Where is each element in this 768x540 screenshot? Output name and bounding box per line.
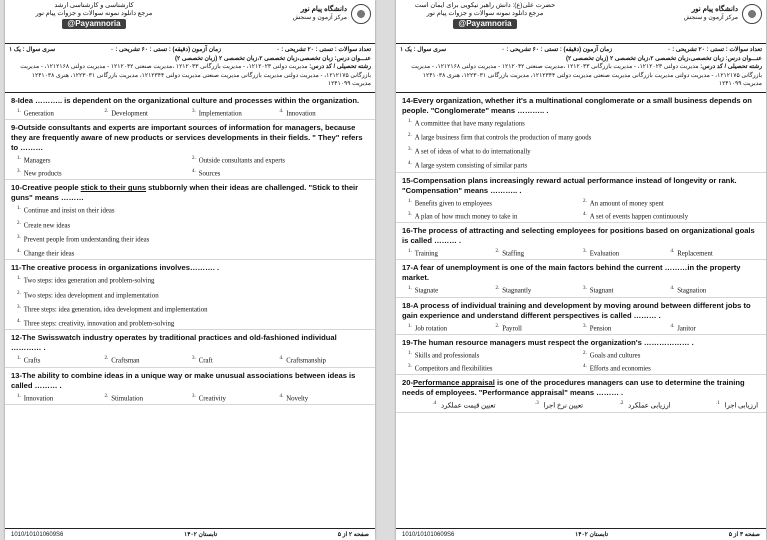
option-number: 2. bbox=[408, 132, 412, 138]
exam-code: 1010/101010609S6 bbox=[402, 531, 455, 538]
option-number: 1. bbox=[17, 155, 21, 161]
field-codes: مدیریت دولتی ۱۲۱۲۰۲۳، - مدیریت بازرگانی ۱۲۱۲۰۳۳ ،مدیریت صنعتی ۱۲۱۲۰۴۲ - مدیریت دولتی ۱۲۱۲۱۶۸، - مدیریت بازرگانی ۱۲۱۲۱۷۵، - مدیریت دولتی مدیریت بازرگانی مدیریت صنعتی مدیریت دولتی ۱۲۱۲۳۴۴، مدیریت بازرگانی ۱۲۲۳۰۳۱، هنری ۱۲۴۱۰۳۸ bbox=[20, 64, 371, 79]
question-20 bbox=[396, 375, 766, 412]
option-number: 2. bbox=[17, 220, 21, 226]
option-number: 4. bbox=[192, 169, 196, 175]
answer-options bbox=[11, 356, 367, 364]
question-text bbox=[402, 301, 758, 321]
answer-options bbox=[11, 206, 367, 257]
answer-options bbox=[402, 351, 758, 373]
option-text: Benefits given to employees bbox=[414, 199, 492, 207]
page-footer bbox=[5, 528, 375, 540]
question-number: 9- bbox=[11, 122, 18, 132]
course-title-label: عنـــوان درس: bbox=[334, 55, 371, 62]
answer-option-4[interactable] bbox=[583, 364, 758, 372]
option-number: 4. bbox=[432, 401, 437, 407]
answer-option-4[interactable] bbox=[280, 356, 368, 364]
option-number: 3. bbox=[192, 108, 196, 114]
answer-option-4[interactable] bbox=[408, 401, 496, 409]
question-15 bbox=[396, 173, 766, 224]
option-number: 2. bbox=[495, 323, 500, 329]
exam-time: زمان آزمون (دقیقه) : تستی : ۶۰ تشریحی : ۰ bbox=[110, 47, 222, 53]
answer-options bbox=[402, 199, 758, 221]
answer-option-3[interactable] bbox=[583, 324, 671, 332]
question-number: 11- bbox=[11, 263, 22, 273]
answer-option-3[interactable] bbox=[192, 394, 280, 402]
field-codes-end: مدیریت ۱۲۴۱۰۹۹ bbox=[718, 81, 762, 87]
option-text: Sources bbox=[198, 170, 221, 178]
option-text: A set of events happen continuously bbox=[589, 213, 689, 221]
university-name bbox=[293, 5, 347, 23]
answer-option-3[interactable] bbox=[408, 364, 583, 372]
question-stem: Every organization, whether it's a multinational conglomerate or a small business depends on people. "Conglomerate" means ……….. . bbox=[402, 95, 752, 115]
question-text bbox=[11, 333, 367, 353]
option-number: 1. bbox=[408, 118, 412, 124]
option-number: 2. bbox=[17, 290, 21, 296]
answer-option-3[interactable] bbox=[17, 305, 367, 313]
university-logo-icon bbox=[351, 4, 371, 24]
option-number: 4. bbox=[17, 249, 21, 255]
option-text: ارزیابی اجرا bbox=[724, 402, 758, 410]
option-number: 3. bbox=[192, 393, 196, 399]
brand-logo-text: @Payamnoria bbox=[453, 19, 516, 29]
answer-options bbox=[11, 276, 367, 327]
option-text: Payroll bbox=[502, 324, 522, 332]
option-text: Evaluation bbox=[589, 250, 620, 258]
answer-option-4[interactable] bbox=[17, 319, 367, 327]
question-17 bbox=[396, 260, 766, 297]
question-text bbox=[11, 371, 367, 391]
question-number: 14- bbox=[402, 95, 413, 105]
option-text: Stagnation bbox=[677, 287, 707, 295]
question-stem: Outside consultants and experts are important sources of information for managers, because they are frequently aware of new products or services developments in their fields. " They" refers to ……… bbox=[11, 122, 363, 152]
question-stem: A process of individual training and development by moving around between different jobs to gain experience and understand different perspectives is called ……… . bbox=[402, 300, 751, 320]
option-number: 3. bbox=[534, 401, 539, 407]
answer-option-3[interactable] bbox=[496, 401, 584, 409]
answer-option-2[interactable] bbox=[583, 351, 758, 359]
field-codes: مدیریت دولتی ۱۲۱۲۰۲۳، - مدیریت بازرگانی ۱۲۱۲۰۳۳ ،مدیریت صنعتی ۱۲۱۲۰۴۲ - مدیریت دولتی ۱۲۱۲۱۶۸، - مدیریت بازرگانی ۱۲۱۲۱۷۵، - مدیریت دولتی مدیریت بازرگانی مدیریت صنعتی مدیریت دولتی ۱۲۱۲۳۴۴، مدیریت بازرگانی ۱۲۲۳۰۳۱، هنری ۱۲۴۱۰۳۸ bbox=[411, 64, 762, 79]
answer-option-3[interactable] bbox=[408, 212, 583, 220]
answer-option-3[interactable] bbox=[192, 356, 280, 364]
option-text: Create new ideas bbox=[23, 221, 71, 229]
option-text: Craftsman bbox=[111, 357, 140, 365]
option-text: Change their ideas bbox=[23, 250, 75, 258]
option-number: 3. bbox=[408, 147, 412, 153]
option-text: Implementation bbox=[198, 109, 242, 117]
option-text: Stagnantly bbox=[502, 287, 532, 295]
exam-code: 1010/101010609S6 bbox=[11, 531, 64, 538]
option-text: Innovation bbox=[286, 109, 316, 117]
exam-page-3 bbox=[396, 0, 766, 540]
option-text: Stimulation bbox=[111, 394, 143, 402]
brand-logo-text: @Payamnoria bbox=[62, 19, 125, 29]
question-text bbox=[402, 96, 758, 116]
answer-option-2[interactable] bbox=[496, 324, 584, 332]
answer-option-3[interactable] bbox=[583, 286, 671, 294]
answer-option-2[interactable] bbox=[583, 401, 671, 409]
question-stem: Idea ……….. is dependent on the organizational culture and processes within the organization. bbox=[17, 95, 360, 105]
course-title: زبان تخصصی،زبان تخصصی ۲،زبان تخصصی ۲ (زبان تخصصی ۲) bbox=[174, 55, 333, 62]
option-text: Crafts bbox=[23, 357, 41, 365]
answer-option-3[interactable] bbox=[583, 249, 671, 257]
option-number: 1. bbox=[17, 356, 21, 362]
question-number: 17- bbox=[402, 263, 413, 273]
question-number: 13- bbox=[11, 370, 22, 380]
question-10 bbox=[5, 180, 375, 260]
answer-option-4[interactable] bbox=[583, 212, 758, 220]
option-number: 4. bbox=[279, 393, 284, 399]
option-number: 3. bbox=[408, 364, 412, 370]
answer-option-4[interactable] bbox=[671, 249, 759, 257]
answer-option-2[interactable] bbox=[496, 286, 584, 294]
underlined-phrase: Performance appraisal bbox=[412, 378, 495, 388]
option-text: An amount of money spent bbox=[589, 199, 664, 207]
answer-option-2[interactable] bbox=[17, 221, 367, 229]
course-title: زبان تخصصی،زبان تخصصی ۲،زبان تخصصی ۲ (زبان تخصصی ۲) bbox=[565, 55, 724, 62]
exam-info bbox=[396, 44, 766, 93]
exam-time: زمان آزمون (دقیقه) : تستی : ۶۰ تشریحی : ۰ bbox=[501, 47, 613, 53]
question-text bbox=[11, 96, 367, 106]
answer-option-2[interactable] bbox=[408, 133, 758, 141]
option-number: 2. bbox=[495, 286, 500, 292]
field-label: رشته تحصیلی / کد درس: bbox=[309, 64, 371, 70]
option-text: New products bbox=[23, 170, 62, 178]
option-number: 2. bbox=[583, 350, 587, 356]
answer-option-2[interactable] bbox=[105, 394, 193, 402]
question-stem: stubbornly when their ideas are challenged. "Stick to their guns" means ……… bbox=[11, 183, 359, 203]
answer-option-4[interactable] bbox=[192, 169, 367, 177]
question-stem: The human resource managers must respect the organization's ……………… . bbox=[412, 337, 694, 347]
exam-term: تابستان ۱۴۰۲ bbox=[184, 532, 218, 538]
option-text: Pension bbox=[589, 324, 612, 332]
option-text: Training bbox=[414, 250, 438, 258]
answer-options bbox=[402, 401, 758, 409]
option-text: Outside consultants and experts bbox=[198, 157, 286, 165]
answer-option-4[interactable] bbox=[408, 161, 758, 169]
option-number: 2. bbox=[192, 155, 196, 161]
option-number: 1. bbox=[17, 276, 21, 282]
answer-options bbox=[11, 109, 367, 117]
question-counts: تعداد سوالات : تستی : ۲۰ تشریحی : ۰ bbox=[667, 47, 762, 53]
site-line-2: مرجع دانلود نمونه سوالات و جزوات پیام نور bbox=[35, 10, 153, 17]
question-stem: Creative people bbox=[21, 183, 81, 193]
option-number: 4. bbox=[670, 249, 675, 255]
question-series: سری سوال : یک ۱ bbox=[9, 47, 56, 53]
question-series: سری سوال : یک ۱ bbox=[400, 47, 447, 53]
option-text: Two steps: idea generation and problem-solving bbox=[23, 277, 155, 285]
field-label: رشته تحصیلی / کد درس: bbox=[700, 64, 762, 70]
answer-option-2[interactable] bbox=[17, 291, 367, 299]
site-line-2: مرجع دانلود نمونه سوالات و جزوات پیام نور bbox=[426, 10, 544, 17]
question-9 bbox=[5, 120, 375, 181]
option-number: 4. bbox=[279, 108, 284, 114]
question-number: 18- bbox=[402, 300, 413, 310]
university-name bbox=[684, 5, 738, 23]
answer-option-1[interactable] bbox=[408, 249, 496, 257]
question-text bbox=[11, 123, 367, 153]
option-text: Efforts and economies bbox=[589, 365, 651, 373]
page-header bbox=[5, 0, 375, 44]
question-stem: The ability to combine ideas in a unique way or make unusual associations between ideas is called ……… . bbox=[11, 370, 356, 390]
option-text: Craft bbox=[198, 357, 213, 365]
option-text: Staffing bbox=[502, 250, 525, 258]
question-number: 8- bbox=[11, 95, 18, 105]
option-number: 2. bbox=[104, 393, 109, 399]
exam-center: مرکز آزمون و سنجش bbox=[683, 15, 738, 21]
option-number: 4. bbox=[279, 356, 284, 362]
option-number: 1. bbox=[716, 401, 720, 407]
questions-list bbox=[5, 93, 375, 405]
option-number: 2. bbox=[104, 356, 109, 362]
option-text: A set of ideas of what to do internationally bbox=[414, 148, 531, 156]
answer-option-1[interactable] bbox=[408, 286, 496, 294]
answer-options bbox=[402, 286, 758, 294]
page-header bbox=[396, 0, 766, 44]
option-text: Continue and insist on their ideas bbox=[23, 207, 115, 215]
option-number: 3. bbox=[17, 304, 21, 310]
answer-options bbox=[402, 119, 758, 170]
option-number: 3. bbox=[583, 286, 587, 292]
option-number: 4. bbox=[17, 319, 21, 325]
answer-option-1[interactable] bbox=[17, 206, 367, 214]
question-stem: The process of attracting and selecting employees for positions based on organizational goals is called ……… . bbox=[402, 226, 755, 246]
option-text: تعیین قیمت عملکرد bbox=[440, 402, 496, 410]
site-line-1: کارشناسی و کارشناسی ارشد bbox=[54, 2, 134, 9]
question-stem: A fear of unemployment is one of the main factors behind the current ………in the property market. bbox=[402, 263, 741, 283]
question-19 bbox=[396, 335, 766, 376]
answer-option-4[interactable] bbox=[671, 324, 759, 332]
option-number: 4. bbox=[583, 211, 587, 217]
option-number: 4. bbox=[670, 323, 675, 329]
option-number: 2. bbox=[104, 108, 109, 114]
answer-options bbox=[11, 394, 367, 402]
answer-option-3[interactable] bbox=[408, 147, 758, 155]
option-text: Prevent people from understanding their ideas bbox=[23, 236, 150, 244]
option-text: Craftsmanship bbox=[286, 357, 326, 365]
option-text: تعیین نرخ اجرا bbox=[543, 402, 583, 410]
option-text: Stagnant bbox=[589, 287, 614, 295]
option-text: Creativity bbox=[198, 394, 226, 402]
answer-option-1[interactable] bbox=[408, 324, 496, 332]
university-title: دانشگاه پیام نور bbox=[300, 6, 347, 13]
question-text bbox=[11, 183, 367, 203]
question-text bbox=[402, 176, 758, 196]
question-number: 15- bbox=[402, 175, 413, 185]
question-stem: The creative process in organizations involves………. . bbox=[21, 263, 220, 273]
option-number: 1. bbox=[408, 350, 412, 356]
question-18 bbox=[396, 298, 766, 335]
question-12 bbox=[5, 330, 375, 367]
answer-option-4[interactable] bbox=[280, 394, 368, 402]
university-logo-icon bbox=[742, 4, 762, 24]
option-number: 2. bbox=[619, 401, 624, 407]
option-text: Novelty bbox=[286, 394, 309, 402]
option-text: A plan of how much money to take in bbox=[414, 213, 518, 221]
option-text: Job rotation bbox=[414, 324, 448, 332]
option-number: 2. bbox=[583, 198, 587, 204]
exam-page-2 bbox=[5, 0, 375, 540]
question-text bbox=[11, 263, 367, 273]
option-number: 4. bbox=[583, 364, 587, 370]
answer-option-3[interactable] bbox=[192, 109, 280, 117]
option-text: Managers bbox=[23, 157, 51, 165]
answer-option-1[interactable] bbox=[17, 109, 105, 117]
option-text: Three steps: idea generation, idea development and implementation bbox=[23, 306, 208, 314]
answer-options bbox=[402, 324, 758, 332]
option-text: A committee that have many regulations bbox=[414, 119, 525, 127]
field-codes-end: مدیریت ۱۲۴۱۰۹۹ bbox=[327, 81, 371, 87]
answer-option-3[interactable] bbox=[17, 235, 367, 243]
answer-option-1[interactable] bbox=[17, 394, 105, 402]
option-number: 3. bbox=[583, 323, 587, 329]
answer-option-2[interactable] bbox=[583, 199, 758, 207]
course-title-label: عنـــوان درس: bbox=[725, 55, 762, 62]
question-14 bbox=[396, 93, 766, 173]
exam-term: تابستان ۱۴۰۲ bbox=[575, 532, 609, 538]
question-13 bbox=[5, 368, 375, 405]
answer-option-1[interactable] bbox=[408, 199, 583, 207]
option-text: Development bbox=[111, 109, 148, 117]
question-stem: is one of the procedures managers can use to determine the training needs of employees. "Performance appraisal" means ……… . bbox=[402, 378, 745, 398]
question-number: 12- bbox=[11, 333, 22, 343]
answer-option-1[interactable] bbox=[671, 401, 759, 409]
answer-options bbox=[402, 249, 758, 257]
answer-option-4[interactable] bbox=[280, 109, 368, 117]
option-text: Two steps: idea development and implementation bbox=[23, 291, 159, 299]
option-text: A large business firm that controls the production of many goods bbox=[414, 134, 592, 142]
question-text bbox=[402, 338, 758, 348]
question-text bbox=[402, 378, 758, 398]
answer-option-2[interactable] bbox=[192, 156, 367, 164]
option-number: 1. bbox=[17, 108, 21, 114]
question-8 bbox=[5, 93, 375, 120]
page-footer bbox=[396, 528, 766, 540]
option-number: 3. bbox=[408, 211, 412, 217]
option-number: 3. bbox=[192, 356, 196, 362]
questions-list bbox=[396, 93, 766, 413]
option-text: Three steps: creativity, innovation and problem-solving bbox=[23, 320, 175, 328]
question-stem: The Swisswatch industry operates by traditional practices and old-fashioned individual ………… . bbox=[11, 333, 337, 353]
site-line-1: حضرت علی(ع): دانش راهبر نیکویی برای ایمان است bbox=[414, 2, 556, 9]
option-number: 1. bbox=[17, 206, 21, 212]
option-number: 3. bbox=[583, 249, 587, 255]
option-text: Goals and cultures bbox=[589, 352, 641, 360]
option-text: ارزیابی عملکرد bbox=[628, 402, 671, 410]
answer-option-2[interactable] bbox=[496, 249, 584, 257]
question-text bbox=[402, 263, 758, 283]
option-number: 4. bbox=[670, 286, 675, 292]
question-number: 16- bbox=[402, 226, 413, 236]
question-stem: Compensation plans increasingly reward actual performance instead of longevity or rank. "Compensation" means ……….. . bbox=[402, 175, 737, 195]
question-number: 19- bbox=[402, 337, 413, 347]
option-text: Innovation bbox=[23, 394, 54, 402]
option-number: 1. bbox=[408, 249, 412, 255]
answer-option-4[interactable] bbox=[671, 286, 759, 294]
answer-option-1[interactable] bbox=[408, 119, 758, 127]
answer-option-4[interactable] bbox=[17, 249, 367, 257]
question-text bbox=[402, 226, 758, 246]
answer-option-2[interactable] bbox=[105, 356, 193, 364]
answer-option-1[interactable] bbox=[17, 276, 367, 284]
page-number: صفحه ۲ از ۵ bbox=[337, 532, 369, 538]
option-number: 3. bbox=[17, 234, 21, 240]
question-counts: تعداد سوالات : تستی : ۲۰ تشریحی : ۰ bbox=[276, 47, 371, 53]
answer-option-3[interactable] bbox=[17, 169, 192, 177]
option-number: 1. bbox=[408, 198, 412, 204]
page-number: صفحه ۳ از ۵ bbox=[728, 532, 760, 538]
option-number: 1. bbox=[17, 393, 21, 399]
question-16 bbox=[396, 223, 766, 260]
answer-options bbox=[11, 156, 367, 178]
option-number: 3. bbox=[17, 169, 21, 175]
option-text: Skills and professionals bbox=[414, 352, 480, 360]
exam-info bbox=[5, 44, 375, 93]
option-number: 1. bbox=[408, 286, 412, 292]
option-text: Janitor bbox=[677, 324, 696, 332]
option-text: Competitors and flexibilities bbox=[414, 365, 493, 373]
question-number: 20- bbox=[402, 378, 413, 388]
option-text: A large system consisting of similar parts bbox=[414, 162, 528, 170]
option-number: 1. bbox=[408, 323, 412, 329]
answer-option-1[interactable] bbox=[17, 356, 105, 364]
answer-option-2[interactable] bbox=[105, 109, 193, 117]
option-number: 4. bbox=[408, 161, 412, 167]
site-banner bbox=[400, 2, 570, 29]
question-11 bbox=[5, 260, 375, 330]
option-number: 2. bbox=[495, 249, 500, 255]
option-text: Replacement bbox=[677, 250, 713, 258]
option-text: Stagnate bbox=[414, 287, 439, 295]
university-title: دانشگاه پیام نور bbox=[691, 6, 738, 13]
option-text: Generation bbox=[23, 109, 54, 117]
question-number: 10- bbox=[11, 183, 22, 193]
exam-center: مرکز آزمون و سنجش bbox=[292, 15, 347, 21]
answer-option-1[interactable] bbox=[17, 156, 192, 164]
answer-option-1[interactable] bbox=[408, 351, 583, 359]
site-banner bbox=[9, 2, 179, 29]
underlined-phrase: stick to their guns bbox=[80, 183, 147, 193]
